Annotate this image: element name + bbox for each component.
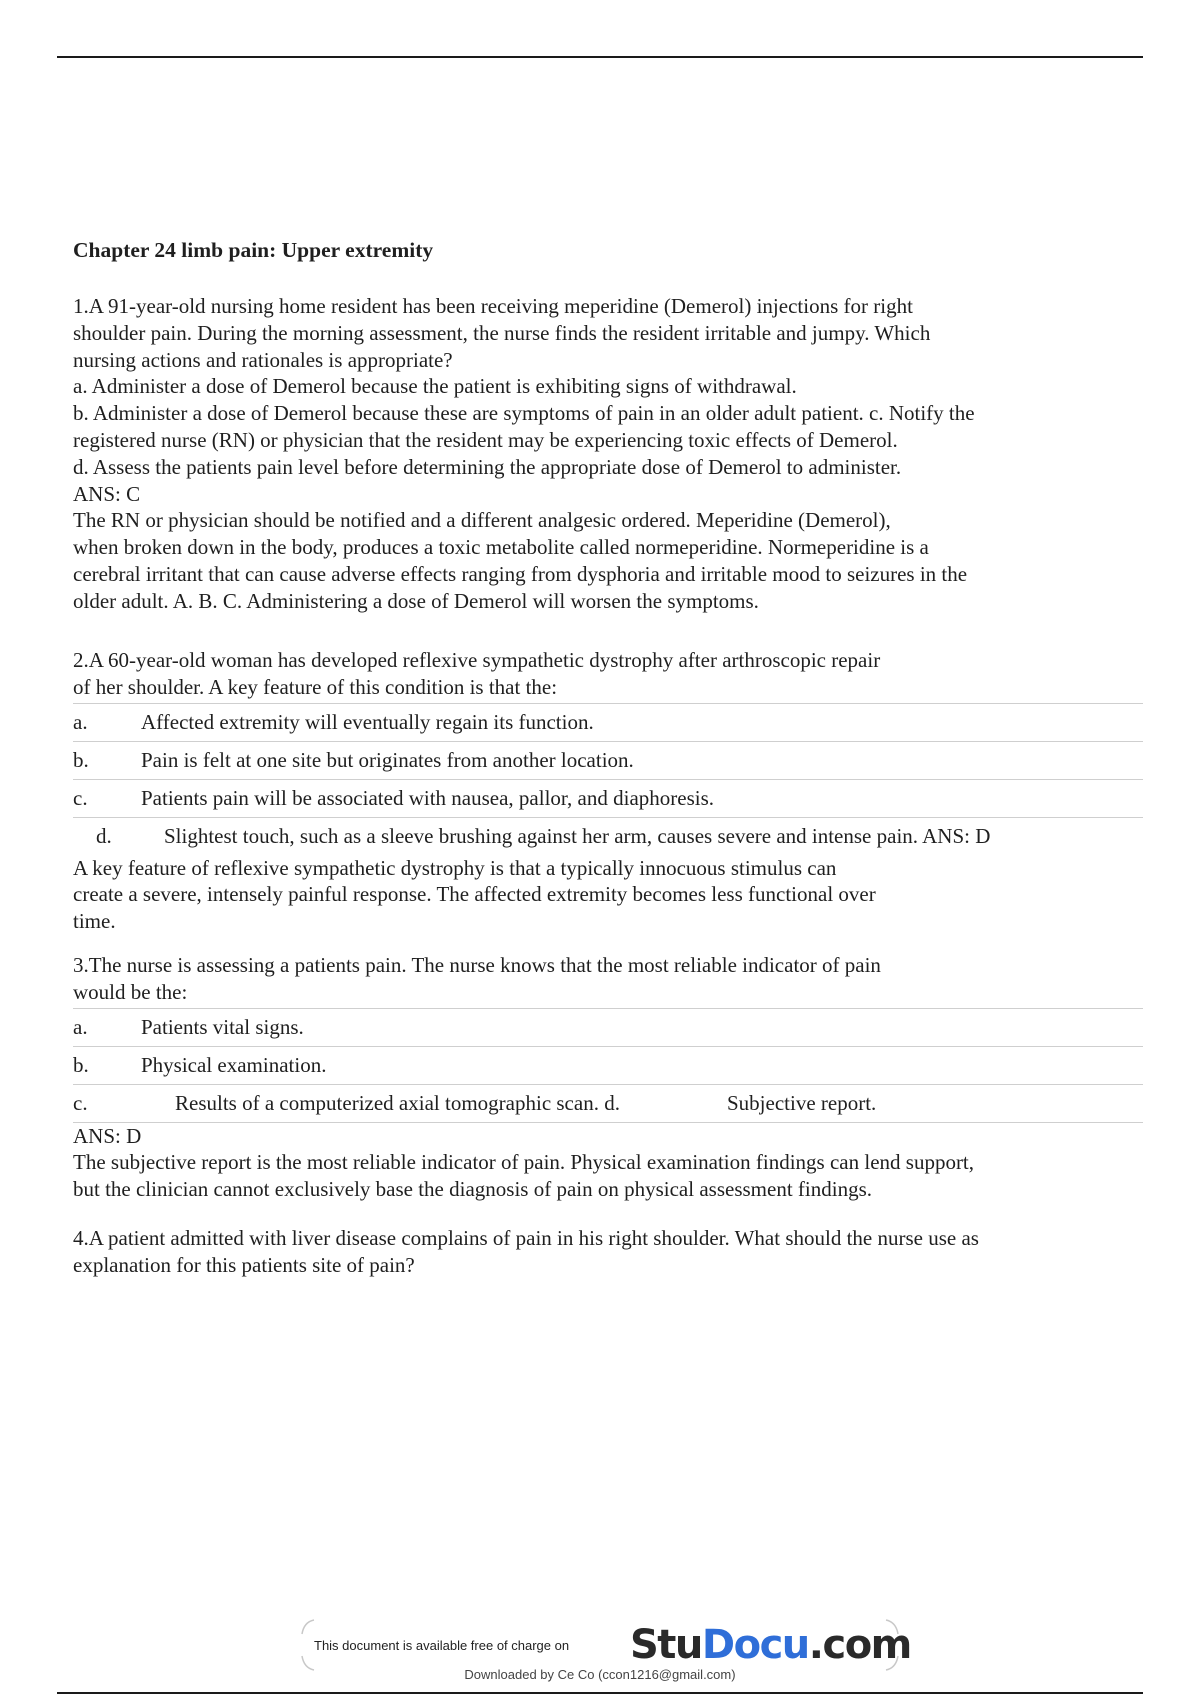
q2-rationale-line: create a severe, intensely painful response. The affected extremity becomes less functional over: [73, 882, 876, 907]
q2-option-c: [73, 780, 1143, 818]
q3-option-c-d: [73, 1085, 1143, 1123]
option-text: Results of a computerized axial tomographic scan. d.: [175, 1090, 620, 1115]
q2-stem-line: 2.A 60-year-old woman has developed reflexive sympathetic dystrophy after arthroscopic repair: [73, 648, 881, 672]
q1-option-b-cont: registered nurse (RN) or physician that the resident may be experiencing toxic effects of Demerol.: [73, 427, 898, 452]
question-4: [73, 1225, 1143, 1279]
bottom-rule: [57, 1692, 1143, 1694]
q3-rationale-line: The subjective report is the most reliable indicator of pain. Physical examination findings can lend support,: [73, 1150, 975, 1175]
q1-rationale-line: cerebral irritant that can cause adverse effects ranging from dysphoria and irritable mood to seizures in the: [73, 561, 968, 586]
q1-option-d: d. Assess the patients pain level before determining the appropriate dose of Demerol to administer.: [73, 454, 902, 479]
q3-stem-line: would be the:: [73, 979, 188, 1004]
q1-option-a: a. Administer a dose of Demerol because the patient is exhibiting signs of withdrawal.: [73, 374, 797, 399]
q2-rationale-line: time.: [73, 909, 116, 934]
q1-option-b: b. Administer a dose of Demerol because these are symptoms of pain in an older adult patient. c. Notify the: [73, 401, 975, 426]
question-1: [73, 293, 1143, 615]
option-letter: a.: [73, 709, 88, 734]
logo-stu: Stu: [630, 1622, 702, 1668]
logo-com: .com: [808, 1622, 911, 1668]
q4-stem-line: 4.A patient admitted with liver disease complains of pain in his right shoulder. What should the nurse use as: [73, 1226, 979, 1250]
question-3: [73, 952, 1143, 1203]
option-text: Physical examination.: [141, 1052, 327, 1077]
q3-option-a: [73, 1008, 1143, 1047]
q2-option-d: [73, 818, 1143, 855]
top-rule: [57, 56, 1143, 58]
q1-rationale-line: older adult. A. B. C. Administering a dose of Demerol will worsen the symptoms.: [73, 588, 759, 613]
studocu-logo[interactable]: [630, 1622, 911, 1668]
question-2: [73, 647, 1143, 935]
option-text: Patients vital signs.: [141, 1014, 304, 1039]
q1-rationale-line: when broken down in the body, produces a toxic metabolite called normeperidine. Normeperidine is a: [73, 535, 929, 560]
option-text: Patients pain will be associated with nausea, pallor, and diaphoresis.: [141, 785, 715, 810]
option-letter: a.: [73, 1014, 88, 1039]
q1-stem-line: 1.A 91-year-old nursing home resident has been receiving meperidine (Demerol) injections for right: [73, 294, 913, 318]
q2-stem-line: of her shoulder. A key feature of this condition is that the:: [73, 674, 558, 699]
option-text: Pain is felt at one site but originates from another location.: [141, 747, 634, 772]
q1-stem-line: nursing actions and rationales is appropriate?: [73, 347, 453, 372]
page-title: Chapter 24 limb pain: Upper extremity: [73, 238, 434, 262]
q3-option-b: [73, 1047, 1143, 1085]
option-letter: b.: [73, 1052, 89, 1077]
option-letter: c.: [73, 785, 88, 810]
q1-rationale-line: The RN or physician should be notified and a different analgesic ordered. Meperidine (Demerol),: [73, 508, 891, 533]
logo-docu: Docu: [701, 1622, 809, 1668]
option-letter: d.: [96, 823, 112, 848]
q4-stem-line: explanation for this patients site of pain?: [73, 1252, 415, 1277]
option-letter: b.: [73, 747, 89, 772]
available-text: This document is available free of charge on: [314, 1638, 570, 1653]
q2-option-a: [73, 703, 1143, 742]
q2-rationale-line: A key feature of reflexive sympathetic dystrophy is that a typically innocuous stimulus can: [73, 855, 837, 880]
q1-answer: ANS: C: [73, 481, 141, 506]
q3-rationale-line: but the clinician cannot exclusively base the diagnosis of pain on physical assessment findings.: [73, 1177, 872, 1202]
option-letter: c.: [73, 1090, 88, 1115]
q2-option-b: [73, 742, 1143, 780]
q3-stem-line: 3.The nurse is assessing a patients pain. The nurse knows that the most reliable indicator of pain: [73, 953, 881, 977]
downloaded-by: Downloaded by Ce Co (ccon1216@gmail.com): [464, 1667, 736, 1682]
option-text: Slightest touch, such as a sleeve brushing against her arm, causes severe and intense pain. ANS: D: [164, 823, 991, 848]
option-text: Subjective report.: [727, 1090, 877, 1115]
q3-answer: ANS: D: [73, 1123, 142, 1148]
option-text: Affected extremity will eventually regain its function.: [141, 709, 594, 734]
q1-stem-line: shoulder pain. During the morning assessment, the nurse finds the resident irritable and jumpy. Which: [73, 320, 931, 345]
